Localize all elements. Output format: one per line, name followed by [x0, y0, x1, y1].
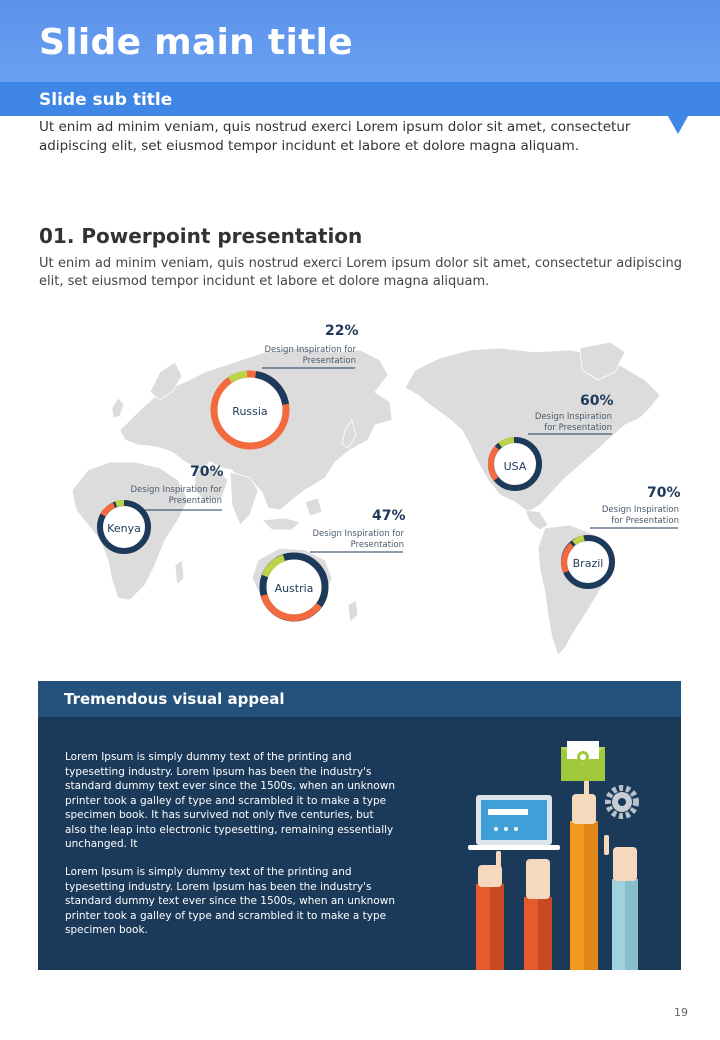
stat-percent-kenya: 70%	[190, 464, 224, 480]
info-panel-paragraph-1: Lorem Ipsum is simply dummy text of the printing and typesetting industry. Lorem Ipsum has been the industry's standard dummy text ever since the 1500s, when an unknown printer took a galley of type and scrambled it to make a type specimen book. It has survived not only five centuries, but also the leap into electronic typesetting, remaining essentially unchanged. It	[65, 751, 395, 850]
stat-caption-russia: Design Inspiration for Presentation	[264, 345, 356, 366]
stat-caption-austria: Design Inspiration for Presentation	[312, 529, 404, 550]
info-panel-title: Tremendous visual appeal	[64, 690, 285, 708]
stat-caption-usa: Design Inspiration for Presentation	[534, 412, 612, 433]
stat-percent-russia: 22%	[325, 323, 359, 339]
section-title: 01. Powerpoint presentation	[39, 224, 363, 248]
stat-percent-brazil: 70%	[647, 485, 681, 501]
stat-caption-kenya: Design Inspiration for Presentation	[130, 485, 222, 506]
section-body: Ut enim ad minim veniam, quis nostrud exerci Lorem ipsum dolor sit amet, consectetur adipiscing elit, set eiusmod tempor incidunt et labore et dolore magna aliquam.	[39, 256, 682, 289]
subtitle-pointer	[668, 116, 688, 134]
marker-label-usa: USA	[503, 460, 527, 473]
hand-envelope-icon	[561, 741, 605, 970]
marker-label-austria: Austria	[274, 582, 314, 595]
info-panel-paragraph-2: Lorem Ipsum is simply dummy text of the printing and typesetting industry. Lorem Ipsum has been the industry's standard dummy text ever since the 1500s, when an unknown printer took a galley of type and scrambled it to make a type specimen book.	[65, 866, 395, 936]
page-title: Slide main title	[39, 22, 353, 63]
hand-gear-icon	[604, 788, 638, 970]
intro-text: Ut enim ad minim veniam, quis nostrud exerci Lorem ipsum dolor sit amet, consectetur adipiscing elit, set eiusmod tempor incidunt et labore et dolore magna aliquam.	[39, 119, 631, 154]
hand-left-icon	[476, 851, 504, 970]
laptop-icon	[468, 795, 560, 850]
hands-technology-illustration	[466, 739, 666, 970]
marker-label-brazil: Brazil	[572, 557, 604, 570]
stat-caption-brazil: Design Inspiration for Presentation	[601, 505, 679, 526]
page-subtitle: Slide sub title	[39, 90, 173, 110]
marker-label-kenya: Kenya	[107, 522, 141, 535]
marker-kenya-lime-arc	[116, 503, 124, 504]
stat-percent-austria: 47%	[372, 508, 406, 524]
marker-label-russia: Russia	[232, 405, 268, 418]
hand-middle-icon	[524, 859, 552, 970]
info-panel	[38, 681, 681, 970]
page-number: 19	[674, 1006, 688, 1019]
stat-percent-usa: 60%	[580, 393, 614, 409]
